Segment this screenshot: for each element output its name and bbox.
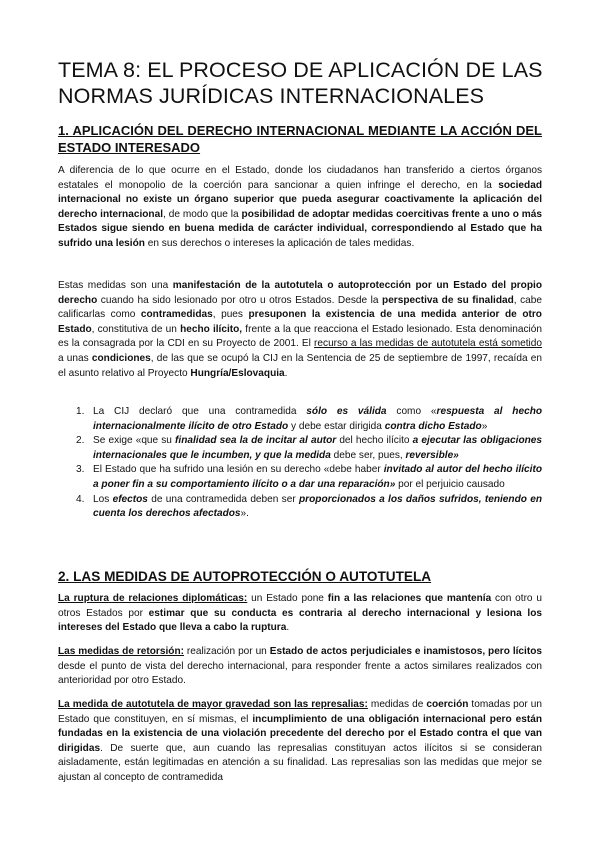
text-run: . (286, 622, 290, 634)
text-run: realización por un (183, 646, 270, 657)
section-2-heading: 2. LAS MEDIDAS DE AUTOPROTECCIÓN O AUTOTUTELA (58, 569, 432, 584)
text-run: contramedidas (140, 309, 213, 321)
text-run: Estado de actos perjudiciales e inamistosos, pero lícitos (269, 646, 542, 657)
text-run: y debe estar dirigida (288, 420, 385, 432)
text-run: sociedad internacional no existe un órgano superior que pueda asegurar coactivamente la aplicación del derecho internacional (58, 179, 542, 220)
text-run: Las medidas de retorsión: (58, 646, 184, 657)
text-run: condiciones (91, 352, 151, 364)
section-2-paragraph-diplomatic-rupture (58, 592, 542, 636)
text-run: Los (93, 493, 113, 505)
text-run: sólo es válida (306, 406, 387, 417)
text-run: , pues (212, 309, 249, 321)
text-run: con otro u otros Estados por (58, 593, 543, 619)
text-run: invitado al autor del hecho ilícito a poner fin a su comportamiento ilícito o a dar una reparación» (93, 464, 542, 490)
text-run: , cabe calificarlas como (58, 294, 543, 321)
text-run: tomadas por un Estado que constituyen, en sí mismas, el (58, 699, 542, 725)
text-run: perspectiva de su finalidad (382, 294, 514, 306)
text-run: de una contramedida deben ser (147, 493, 300, 505)
text-run: A diferencia de lo que ocurre en el Estado, donde los ciudadanos han transferido a ciertos órganos estatales el monopolio de la coerción para sancionar a quien infringe el derecho, en la (58, 165, 542, 191)
text-run: posibilidad de adoptar medidas coercitivas frente a uno o más Estados sigue siendo en buena medida de carácter individual, correspondiendo al Estado que ha sufrido una lesión (58, 208, 543, 249)
text-run: La medida de autotutela de mayor gravedad son las represalias: (58, 699, 368, 710)
text-run: fin a las relaciones que mantenía (327, 593, 492, 604)
text-run: frente a la que reacciona el Estado lesionado. Esta denominación es la consagrada por la CDI en su Proyecto de 2001. El (58, 323, 542, 350)
list-item-number: 2. (76, 435, 85, 447)
section-2-paragraph-reprisals (58, 698, 542, 786)
text-run: . De suerte que, aun cuando las represalias constituyan actos ilícitos si se consideran aisladamente, están legitimadas en atención a su finalidad. Las represalias son las medidas que mejor se ajustan al concepto de contramedida (58, 742, 542, 783)
list-item (58, 463, 542, 492)
text-run: respuesta al hecho internacionalmente ilícito de otro Estado (93, 406, 543, 432)
text-run: a ejecutar las obligaciones internacionales que le incumben, y que la medida (93, 435, 543, 461)
text-run: cuando ha sido lesionado por otro u otros Estados. Desde la (97, 294, 383, 306)
list-item (58, 405, 542, 434)
text-run: como « (386, 406, 437, 417)
list-item-number: 1. (76, 406, 85, 417)
text-run: . (284, 367, 288, 379)
section-1-paragraph-2 (58, 279, 542, 381)
text-run: estimar que su conducta es contraria al derecho internacional y lesiona los intereses del Estado que lleva a cabo la ruptura (58, 607, 542, 634)
text-run: Se exige «que su (93, 435, 176, 447)
text-run: ». (240, 508, 249, 520)
text-run: recurso a las medidas de autotutela está sometido (314, 338, 542, 350)
text-run: La ruptura de relaciones diplomáticas: (58, 593, 248, 604)
text-run: contra dicho Estado (384, 420, 482, 432)
text-run: , de las que se ocupó la CIJ en la Sentencia de 25 de septiembre de 1997, recaída en el asunto relativo al Proyecto (58, 352, 542, 379)
text-run: El Estado que ha sufrido una lesión en su derecho «debe haber (93, 464, 384, 476)
text-run: Hungría/Eslovaquia (190, 367, 285, 379)
text-run: desde el punto de vista del derecho internacional, para responder frente a actos similares realizados con anterioridad por otro Estado. (58, 660, 542, 687)
text-run: , constitutiva de un (91, 323, 181, 335)
text-run: por el perjuicio causado (395, 478, 505, 490)
text-run: del hecho ilícito (336, 435, 413, 447)
text-run: coerción (426, 699, 469, 710)
document-title: TEMA 8: EL PROCESO DE APLICACIÓN DE LAS NORMAS JURÍDICAS INTERNACIONALES (58, 58, 543, 108)
text-run: a unas (58, 352, 92, 364)
list-item (58, 434, 542, 463)
text-run: , de modo que la (163, 208, 242, 220)
text-run: La CIJ declaró que una contramedida (93, 406, 307, 417)
text-run: un Estado pone (247, 593, 328, 604)
list-item (58, 493, 542, 522)
text-run: presuponen la existencia de una medida anterior de otro Estado (58, 309, 542, 335)
text-run: » (481, 420, 488, 432)
text-run: incumplimiento de una obligación internacional pero están fundadas en la existencia de una violación precedente del derecho por el Estado contra el que van dirigidas (58, 713, 542, 754)
list-item-number: 3. (76, 464, 85, 476)
text-run: finalidad sea la de incitar al autor (175, 435, 337, 447)
text-run: Estas medidas son una (58, 280, 173, 291)
text-run: hecho ilícito, (180, 323, 243, 335)
text-run: debe ser, pues, (330, 449, 406, 461)
text-run: proporcionados a los daños sufridos, teniendo en cuenta los derechos afectados (93, 493, 542, 520)
section-1-heading: 1. APLICACIÓN DEL DERECHO INTERNACIONAL MEDIANTE LA ACCIÓN DEL ESTADO INTERESADO (58, 123, 542, 155)
text-run: medidas de (367, 699, 427, 710)
text-run: en sus derechos o intereses la aplicación de tales medidas. (144, 237, 415, 249)
section-1-paragraph-1 (58, 164, 542, 252)
text-run: manifestación de la autotutela o autoprotección por un Estado del propio derecho (58, 280, 542, 306)
conditions-list (58, 405, 542, 522)
text-run: efectos (112, 493, 148, 505)
text-run: reversible» (405, 449, 459, 461)
list-item-number: 4. (76, 493, 85, 505)
section-2-paragraph-retorsion (58, 645, 542, 689)
